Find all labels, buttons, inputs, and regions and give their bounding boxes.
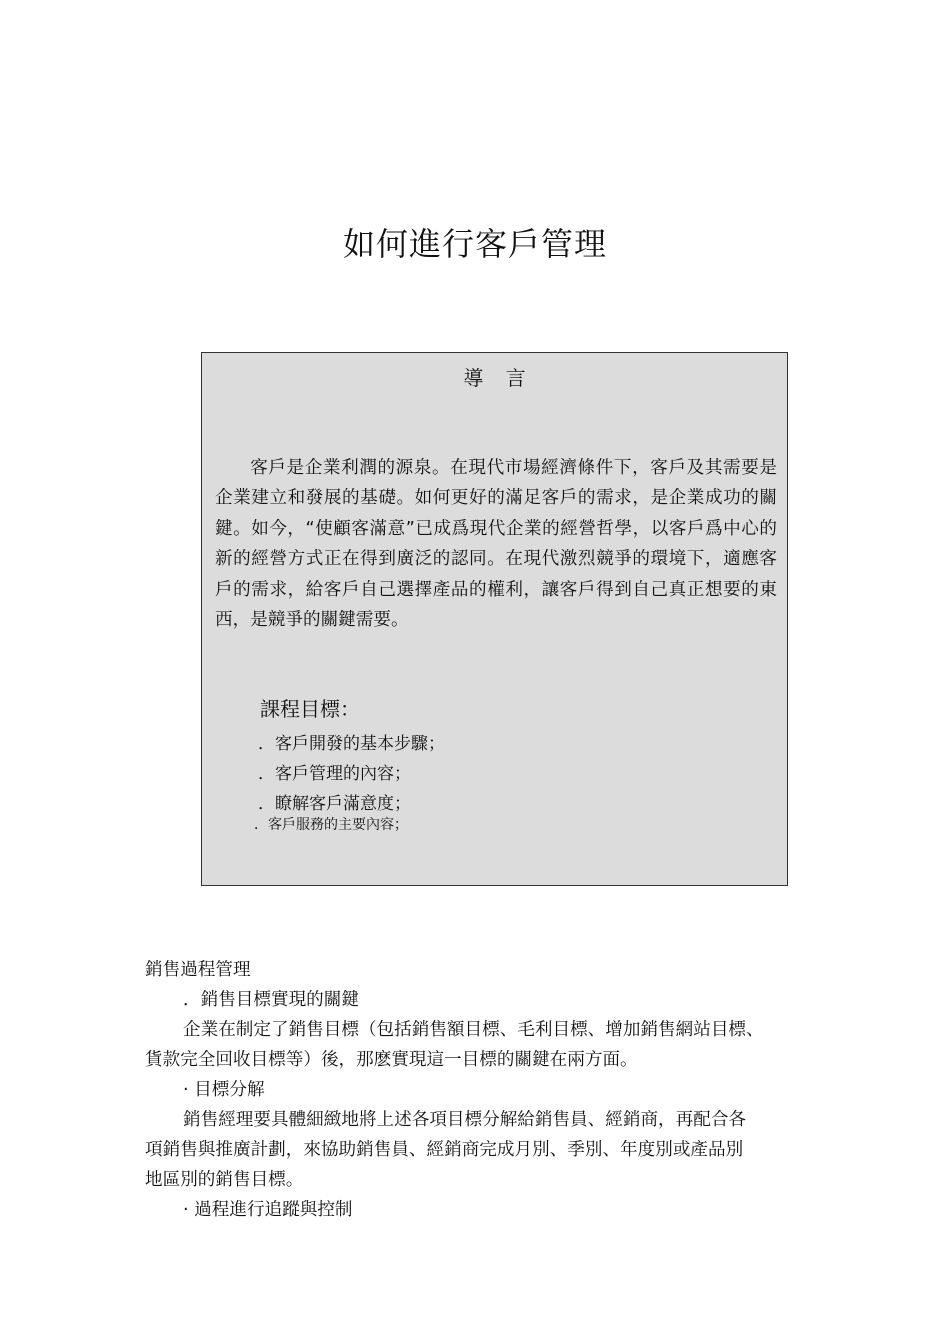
section-title: 銷售過程管理 xyxy=(145,960,251,980)
intro-box xyxy=(201,352,788,886)
paragraph-line: 銷售經理要具體細緻地將上述各項目標分解給銷售員、經銷商，再配合各 xyxy=(183,1110,747,1130)
subsection-title: ．銷售目標實現的關鍵 xyxy=(183,990,359,1010)
intro-heading: 導 言 xyxy=(463,366,534,390)
paragraph-line: 貨款完全回收目標等）後，那麽實現這一目標的關鍵在兩方面。 xyxy=(145,1050,638,1070)
course-goal-item: ．瞭解客戶滿意度； xyxy=(258,794,411,814)
paragraph-line: 企業在制定了銷售目標（包括銷售額目標、毛利目標、增加銷售網站目標、 xyxy=(183,1020,764,1040)
page-title: 如何進行客戶管理 xyxy=(342,225,607,263)
course-goal-item: ．客戶管理的內容； xyxy=(258,764,411,784)
paragraph-line: 項銷售與推廣計劃，來協助銷售員、經銷商完成月別、季別、年度別或產品別 xyxy=(145,1140,744,1160)
point-title: · 過程進行追蹤與控制 xyxy=(183,1200,353,1220)
paragraph-line: 地區別的銷售目標。 xyxy=(145,1170,304,1190)
intro-paragraph: 客戶是企業利潤的源泉。在現代市場經濟條件下，客戶及其需要是企業建立和發展的基礎。如何更好的滿足客戶的需求，是企業成功的關鍵。如今，“使顧客滿意”已成爲現代企業的經營哲學，以客戶爲中心的新的經營方式正在得到廣泛的認同。在現代激烈競爭的環境下，適應客戶的需求，給客戶自己選擇產品的權利，讓客戶得到自己真正想要的東西，是競爭的關鍵需要。 xyxy=(215,458,777,631)
course-goal-item: ．客戶服務的主要內容； xyxy=(254,817,408,833)
course-goals-heading: 課程目標： xyxy=(260,697,360,721)
course-goal-item: ．客戶開發的基本步驟； xyxy=(258,734,445,754)
point-title: · 目標分解 xyxy=(183,1080,265,1100)
